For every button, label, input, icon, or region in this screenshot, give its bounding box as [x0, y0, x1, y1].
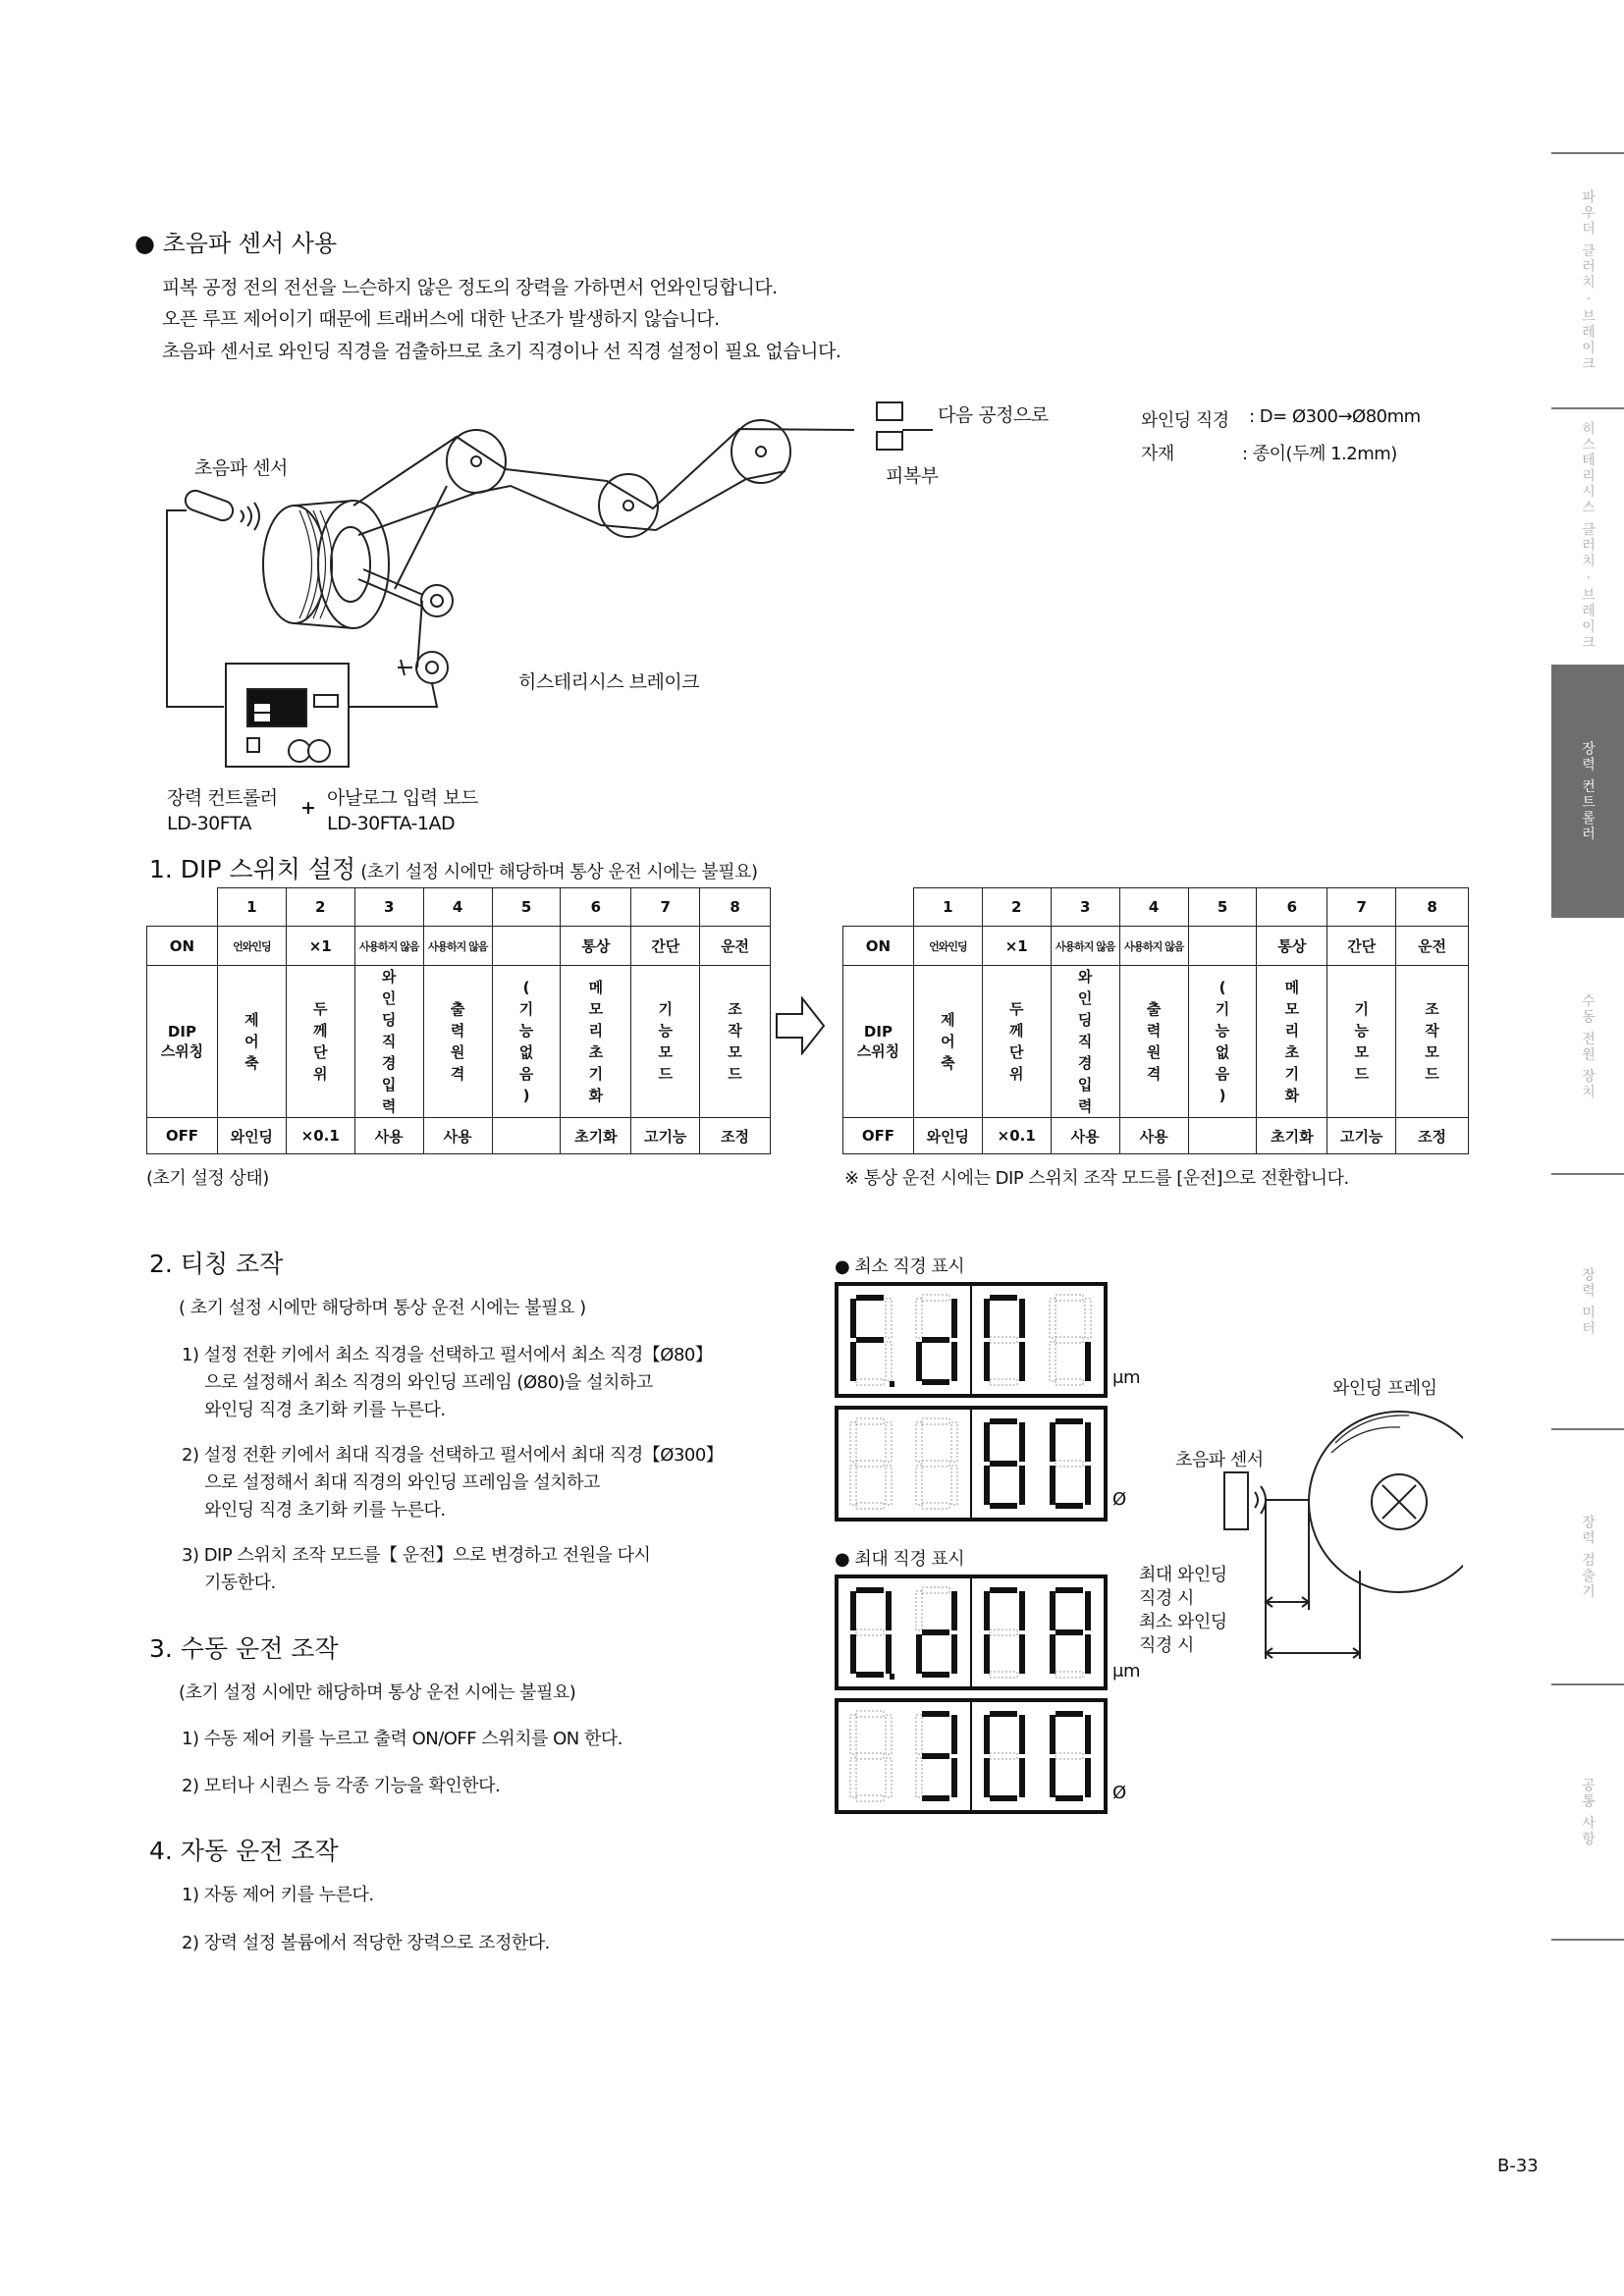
winding-frame-figure [1208, 1394, 1463, 1669]
page-number: B-33 [1497, 2156, 1539, 2176]
unit-phi: Ø [1112, 1489, 1126, 1510]
dip-function-cell: 출 력 원 격 [1119, 966, 1188, 1118]
dip-function-cell: 두 께 단 위 [286, 966, 354, 1118]
auto-title: 4. 자동 운전 조작 [149, 1837, 339, 1865]
teaching-step2-a: 2) 설정 전환 키에서 최대 직경을 선택하고 펄서에서 최대 직경【Ø300】 [182, 1445, 724, 1466]
roller-icon [447, 420, 790, 537]
intro-line-1: 피복 공정 전의 전선을 느슨하지 않은 정도의 장력을 가하면서 언와인딩합니다. [162, 277, 778, 298]
max-winding-label-2: 직경 시 [1139, 1588, 1194, 1609]
teaching-title: 2. 티칭 조작 [149, 1250, 284, 1278]
teaching-step3-b: 기동한다. [204, 1573, 276, 1593]
material-label: 자재 [1141, 444, 1174, 464]
side-tab-common[interactable]: 공통 사항 [1580, 1777, 1596, 1847]
dip-function-cell: 와 인 딩 직 경 입 력 [1051, 966, 1119, 1118]
seven-segment-digit [848, 1707, 895, 1805]
dip-heading: 1. DIP 스위치 설정 (초기 설정 시에만 해당하며 통상 운전 시에는 불필요) [149, 855, 758, 883]
manual-step2: 2) 모터나 시퀀스 등 각종 기능을 확인한다. [182, 1776, 501, 1796]
manual-title: 3. 수동 운전 조작 [149, 1634, 339, 1663]
seven-segment-digit [1048, 1415, 1095, 1513]
ultrasonic-sensor-icon [1224, 1472, 1248, 1529]
seven-segment-digit [1048, 1583, 1095, 1682]
dip-function-cell: 메 모 리 초 기 화 [561, 966, 631, 1118]
seven-segment-digit [982, 1415, 1029, 1513]
dip-function-cell: 두 께 단 위 [982, 966, 1051, 1118]
arrow-right-icon [775, 996, 826, 1055]
seven-segment-digit [848, 1291, 895, 1389]
unit-phi: Ø [1112, 1783, 1126, 1803]
side-tab-power-supply[interactable]: 수동 전원 장치 [1580, 992, 1596, 1100]
dip-function-cell: 와 인 딩 직 경 입 력 [354, 966, 423, 1118]
auto-step2: 2) 장력 설정 볼륨에서 적당한 장력으로 조정한다. [182, 1933, 550, 1953]
dip-function-cell: 기 능 모 드 [1327, 966, 1396, 1118]
side-tab-tension-controller[interactable]: 장력 컨트롤러 [1551, 665, 1624, 918]
board-name: 아날로그 입력 보드 [327, 787, 478, 809]
initial-state-caption: (초기 설정 상태) [146, 1168, 269, 1189]
min-winding-label-1: 최소 와인딩 [1139, 1612, 1227, 1632]
max-display-title: ● 최대 직경 표시 [835, 1549, 965, 1570]
max-display-top [835, 1575, 1108, 1690]
unit-um: μm [1112, 1367, 1140, 1388]
side-tab-tension-meter[interactable]: 장력 미터 [1580, 1266, 1596, 1337]
dip-function-cell: 조 작 모 드 [1396, 966, 1469, 1118]
teaching-step1-a: 1) 설정 전환 키에서 최소 직경을 선택하고 펄서에서 최소 직경【Ø80】 [182, 1345, 713, 1365]
plus-sign: + [300, 797, 316, 819]
teaching-step2-b: 으로 설정해서 최대 직경의 와인딩 프레임을 설치하고 [204, 1472, 600, 1493]
ultrasonic-sensor-icon [183, 488, 259, 530]
intro-line-2: 오픈 루프 제어이기 때문에 트래버스에 대한 난조가 발생하지 않습니다. [162, 308, 720, 330]
board-model: LD-30FTA-1AD [327, 813, 456, 834]
seven-segment-digit [914, 1291, 961, 1389]
teaching-step1-c: 와인딩 직경 초기화 키를 누른다. [204, 1400, 446, 1420]
max-winding-label-1: 최대 와인딩 [1139, 1565, 1227, 1585]
seven-segment-digit [848, 1583, 895, 1682]
bullet-icon: ● [135, 230, 155, 257]
machine-diagram [147, 388, 933, 771]
hysteresis-brake-label: 히스테리시스 브레이크 [518, 671, 700, 693]
auto-step1: 1) 자동 제어 키를 누른다. [182, 1885, 374, 1905]
controller-model: LD-30FTA [167, 813, 251, 834]
dip-function-cell: 메 모 리 초 기 화 [1257, 966, 1327, 1118]
teaching-step1-b: 으로 설정해서 최소 직경의 와인딩 프레임 (Ø80)을 설치하고 [204, 1372, 653, 1393]
next-process-label: 다음 공정으로 [938, 404, 1049, 426]
manual-step1: 1) 수동 제어 키를 누르고 출력 ON/OFF 스위치를 ON 한다. [182, 1729, 623, 1749]
seven-segment-digit [914, 1583, 961, 1682]
section-title: ● 초음파 센서 사용 [135, 230, 338, 257]
dip-function-cell: 제 어 축 [913, 966, 982, 1118]
seven-segment-digit [982, 1583, 1029, 1682]
unit-um: μm [1112, 1661, 1140, 1682]
dip-function-cell: 기 능 모 드 [631, 966, 700, 1118]
spool-icon [263, 501, 437, 628]
teaching-step2-c: 와인딩 직경 초기화 키를 누른다. [204, 1500, 446, 1521]
dip-function-cell: 조 작 모 드 [700, 966, 771, 1118]
dip-table-normal: 1 2 3 4 5 6 7 8 ON 언와인딩 ×1 사용하지 않음 사용하지 않음 통상 간단 운전 DIP 스위칭 제 어 축 두 께 단 위 와 인 딩 직 경 입 력 출 력 원 격 ( 기 능 없 음 ) 메 모 리 초 기 화 기 능 모 드 조 작 모 드 OFF 와인딩 ×0.1 사용 사용 초기화 고기능 조정 [842, 887, 1469, 1154]
dip-function-cell: ( 기 능 없 음 ) [1188, 966, 1257, 1118]
side-tab-tension-detector[interactable]: 장력 검출기 [1580, 1514, 1596, 1600]
manual-note: (초기 설정 시에만 해당하며 통상 운전 시에는 불필요) [179, 1682, 576, 1703]
max-display-bottom [835, 1698, 1108, 1814]
min-winding-label-2: 직경 시 [1139, 1635, 1194, 1656]
side-tab-hysteresis[interactable]: 히스테리시스 클러치 · 브레이크 [1580, 421, 1596, 651]
seven-segment-digit [914, 1415, 961, 1513]
intro-line-3: 초음파 센서로 와인딩 직경을 검출하므로 초기 직경이나 선 직경 설정이 필요 없습니다. [162, 341, 841, 362]
material-value: : 종이(두께 1.2mm) [1242, 444, 1397, 464]
winding-frame-label: 와인딩 프레임 [1332, 1378, 1437, 1399]
seven-segment-digit [848, 1415, 895, 1513]
controller-name: 장력 컨트롤러 [167, 787, 278, 809]
sensor-label: 초음파 센서 [1175, 1450, 1264, 1470]
seven-segment-digit [914, 1707, 961, 1805]
normal-operation-note: ※ 통상 운전 시에는 DIP 스위치 조작 모드를 [운전]으로 전환합니다. [844, 1168, 1349, 1189]
seven-segment-digit [1048, 1291, 1095, 1389]
winding-diameter-label: 와인딩 직경 [1141, 410, 1229, 431]
ultrasonic-sensor-label: 초음파 센서 [194, 457, 288, 479]
dip-function-cell: 제 어 축 [217, 966, 286, 1118]
min-display-top [835, 1282, 1108, 1398]
seven-segment-digit [982, 1291, 1029, 1389]
dip-function-cell: ( 기 능 없 음 ) [492, 966, 561, 1118]
seven-segment-digit [982, 1707, 1029, 1805]
min-display-bottom [835, 1406, 1108, 1522]
hysteresis-brake-icon [398, 585, 453, 707]
dip-function-cell: 출 력 원 격 [423, 966, 492, 1118]
tension-controller-icon [226, 664, 349, 767]
min-display-title: ● 최소 직경 표시 [835, 1256, 965, 1277]
tab-divider [1551, 1939, 1624, 1941]
teaching-step3-a: 3) DIP 스위치 조작 모드를【 운전】으로 변경하고 전원을 다시 [182, 1545, 651, 1566]
dip-table-initial: 1 2 3 4 5 6 7 8 ON 언와인딩 ×1 사용하지 않음 사용하지 않음 통상 간단 운전 DIP 스위칭 제 어 축 두 께 단 위 와 인 딩 직 경 입 력 출 력 원 격 ( 기 능 없 음 ) 메 모 리 초 기 화 기 능 모 드 조 작 모 드 OFF 와인딩 ×0.1 사용 사용 초기화 고기능 조정 [146, 887, 771, 1154]
coating-label: 피복부 [886, 465, 939, 487]
side-tab-powder[interactable]: 파우더 클러치 · 브레이크 [1580, 189, 1596, 372]
winding-diameter-value: : D= Ø300→Ø80mm [1249, 406, 1421, 427]
seven-segment-digit [1048, 1707, 1095, 1805]
teaching-note: ( 초기 설정 시에만 해당하며 통상 운전 시에는 불필요 ) [179, 1298, 586, 1318]
